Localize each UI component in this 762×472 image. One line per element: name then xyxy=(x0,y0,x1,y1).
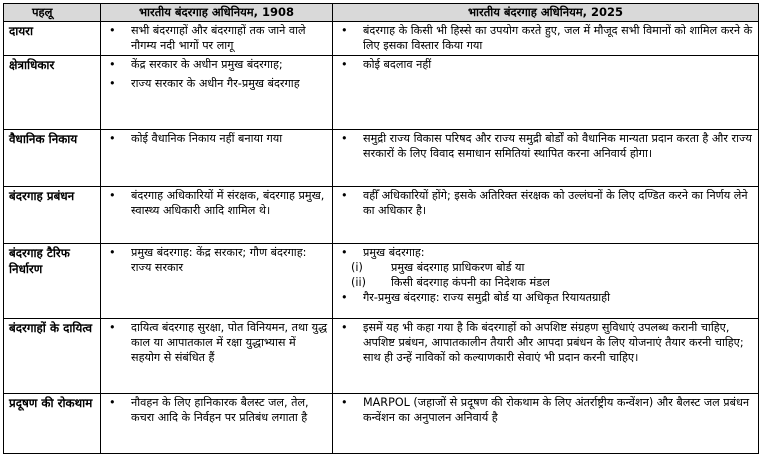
act-2025-cell xyxy=(333,22,759,56)
act-2025-cell xyxy=(333,56,759,130)
comparison-table xyxy=(3,3,759,454)
list-item: • वहीँ अधिकारियों होंगे; इसके अतिरिक्त संरक्षक को उल्लंघनों के लिए दण्डित करने का निर्णय लेने का अधिकार है। xyxy=(337,188,754,218)
table-row xyxy=(4,319,759,394)
table-row xyxy=(4,187,759,244)
aspect-cell: प्रदूषण की रोकथाम xyxy=(4,394,101,454)
act-1908-cell xyxy=(101,56,333,130)
header-act-1908: भारतीय बंदरगाह अधिनियम, 1908 xyxy=(101,4,333,22)
list-item: • कोई वैधानिक निकाय नहीं बनाया गया xyxy=(105,131,328,146)
aspect-cell: क्षेत्राधिकार xyxy=(4,56,101,130)
list-item: • इसमें यह भी कहा गया है कि बंदरगाहों को अपशिष्ट संग्रहण सुविधाएं उपलब्ध करानी चाहिए, अपशिष्ट प्रबंधन, आपातकालीन तैयारी और आपदा प्रबंधन के लिए योजनाएं तैयार करनी चाहिए; साथ ही उन्हें नाविकों को कल्याणकारी सेवाएं भी प्रदान करनी चाहिए। xyxy=(337,320,754,365)
header-act-2025: भारतीय बंदरगाह अधिनियम, 2025 xyxy=(333,4,759,22)
act-2025-cell xyxy=(333,187,759,244)
table-row xyxy=(4,130,759,187)
header-row xyxy=(4,4,759,22)
list-item: • दायित्व बंदरगाह सुरक्षा, पोत विनियमन, तथा युद्ध काल या आपातकाल में रक्षा युद्धाभ्यास में सहयोग से संबंधित हैं xyxy=(105,320,328,365)
list-item: • बंदरगाह अधिकारियों में संरक्षक, बंदरगाह प्रमुख, स्वास्थ्य अधिकारी आदि शामिल थे। xyxy=(105,188,328,218)
list-item: • प्रमुख बंदरगाह: केंद्र सरकार; गौण बंदरगाह: राज्य सरकार xyxy=(105,245,328,275)
sub-list-item: (i) प्रमुख बंदरगाह प्राधिकरण बोर्ड या xyxy=(337,260,754,275)
table-row xyxy=(4,244,759,319)
act-1908-cell xyxy=(101,319,333,394)
list-item: • बंदरगाह के किसी भी हिस्से का उपयोग करते हुए, जल में मौजूद सभी विमानों को शामिल करने के लिए इसका विस्तार किया गया xyxy=(337,23,754,53)
act-2025-cell xyxy=(333,244,759,319)
aspect-cell: बंदरगाह प्रबंधन xyxy=(4,187,101,244)
table-row xyxy=(4,56,759,130)
list-item: • प्रमुख बंदरगाह: xyxy=(337,245,754,260)
list-item: • गैर-प्रमुख बंदरगाह: राज्य समुद्री बोर्ड या अधिकृत रियायतग्राही xyxy=(337,290,754,305)
aspect-cell: वैधानिक निकाय xyxy=(4,130,101,187)
sub-list-item: (ii) किसी बंदरगाह कंपनी का निदेशक मंडल xyxy=(337,275,754,290)
table-row xyxy=(4,22,759,56)
aspect-cell: बंदरगाहों के दायित्व xyxy=(4,319,101,394)
act-1908-cell xyxy=(101,22,333,56)
act-1908-cell xyxy=(101,187,333,244)
header-aspect: पहलू xyxy=(4,4,101,22)
act-1908-cell xyxy=(101,244,333,319)
list-item: • नौवहन के लिए हानिकारक बैलस्ट जल, तेल, कचरा आदि के निर्वहन पर प्रतिबंध लगाता है xyxy=(105,395,328,425)
list-item: • कोई बदलाव नहीं xyxy=(337,57,754,72)
list-item: • MARPOL (जहाजों से प्रदूषण की रोकथाम के लिए अंतर्राष्ट्रीय कन्वेंशन) और बैलस्ट जल प्रबंधन कन्वेंशन का अनुपालन अनिवार्य है xyxy=(337,395,754,425)
list-item: • राज्य सरकार के अधीन गैर-प्रमुख बंदरगाह xyxy=(105,76,328,91)
list-item: • सभी बंदरगाहों और बंदरगाहों तक जाने वाले नौगम्य नदी भागों पर लागू xyxy=(105,23,328,53)
act-2025-cell xyxy=(333,319,759,394)
act-1908-cell xyxy=(101,394,333,454)
list-item: • केंद्र सरकार के अधीन प्रमुख बंदरगाह; xyxy=(105,57,328,72)
list-item: • समुद्री राज्य विकास परिषद और राज्य समुद्री बोर्डों को वैधानिक मान्यता प्रदान करता है और राज्य सरकारों के लिए विवाद समाधान समितियां स्थापित करना अनिवार्य होगा। xyxy=(337,131,754,161)
act-1908-cell xyxy=(101,130,333,187)
table-row xyxy=(4,394,759,454)
act-2025-cell xyxy=(333,130,759,187)
aspect-cell: दायरा xyxy=(4,22,101,56)
aspect-cell: बंदरगाह टैरिफ निर्धारण xyxy=(4,244,101,319)
act-2025-cell xyxy=(333,394,759,454)
